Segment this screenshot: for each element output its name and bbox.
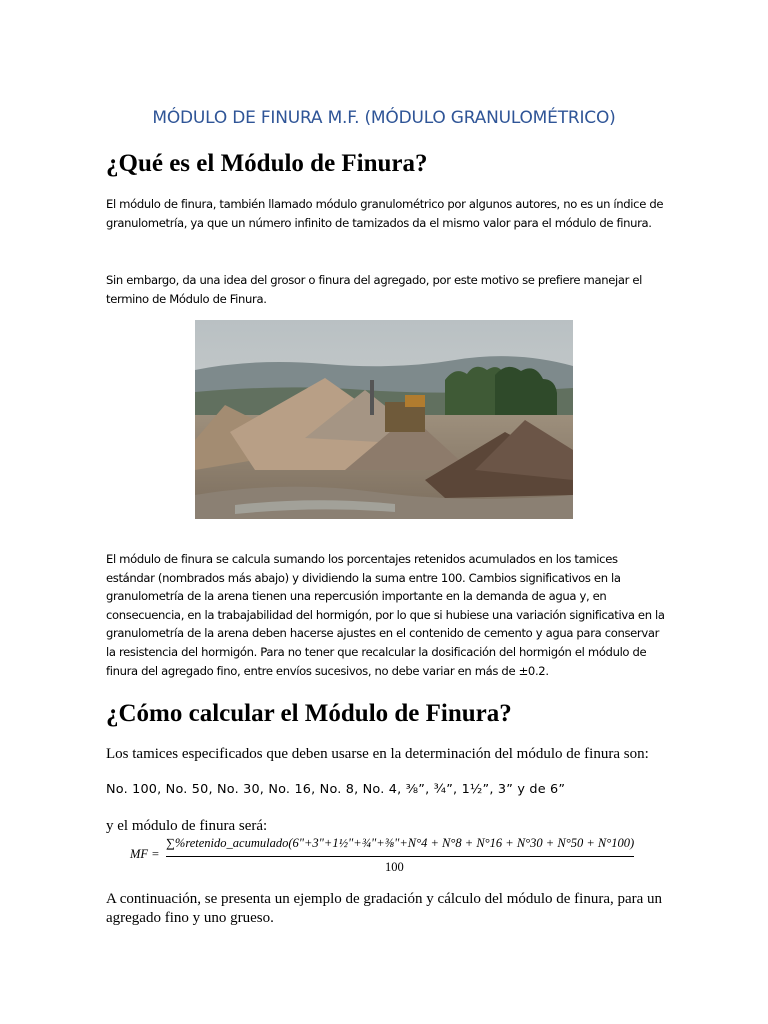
fineness-modulus-formula [130, 834, 640, 878]
paragraph-continuacion: A continuación, se presenta un ejemplo de gradación y cálculo del módulo de finura, para un agregado fino y uno grueso. [106, 891, 663, 926]
quarry-photo [195, 320, 573, 519]
paragraph-calculation-explanation: El módulo de finura se calcula sumando los porcentajes retenidos acumulados en los tamices estándar (nombrados más abajo) y dividiendo la suma entre 100. Cambios significativos en la granulometría de la arena tienen una repercusión importante en la demanda de agua y, en consecuencia, en la trabajabilidad del hormigón, por lo que si hubiese una variación significativa en la granulometría de la arena deben hacerse ajustes en el contenido de cemento y agua para conservar la resistencia del hormigón. Para no tener que recalcular la dosificación del hormigón el módulo de finura del agregado fino, entre envíos sucesivos, no debe variar en más de ±0.2. [106, 552, 665, 678]
formula-fraction-bar [166, 856, 634, 857]
formula-lhs: MF = [130, 847, 160, 861]
paragraph-tamices: Los tamices especificados que deben usarse en la determinación del módulo de finura son: [106, 746, 649, 762]
paragraph-definition: El módulo de finura, también llamado módulo granulométrico por algunos autores, no es un índice de granulometría, ya que un número infinito de tamizados da el mismo valor para el módulo de finura. [106, 197, 664, 230]
formula-numerator: ∑%retenido_acumulado(6"+3"+1½"+¾"+⅜"+N°4 + N°8 + N°16 + N°30 + N°50 + N°100) [166, 836, 635, 850]
paragraph-modulo-sera: y el módulo de finura será: [106, 818, 268, 834]
sieve-list: No. 100, No. 50, No. 30, No. 16, No. 8, No. 4, ⅜”, ¾”, 1½”, 3” y de 6” [106, 782, 566, 797]
document-title: MÓDULO DE FINURA M.F. (MÓDULO GRANULOMÉTRICO) [152, 108, 616, 128]
heading-que-es: ¿Qué es el Módulo de Finura? [106, 150, 428, 177]
formula-denominator: 100 [385, 860, 404, 874]
heading-como-calcular: ¿Cómo calcular el Módulo de Finura? [106, 700, 512, 727]
paragraph-sin-embargo: Sin embargo, da una idea del grosor o finura del agregado, por este motivo se prefiere manejar el termino de Módulo de Finura. [106, 273, 643, 306]
